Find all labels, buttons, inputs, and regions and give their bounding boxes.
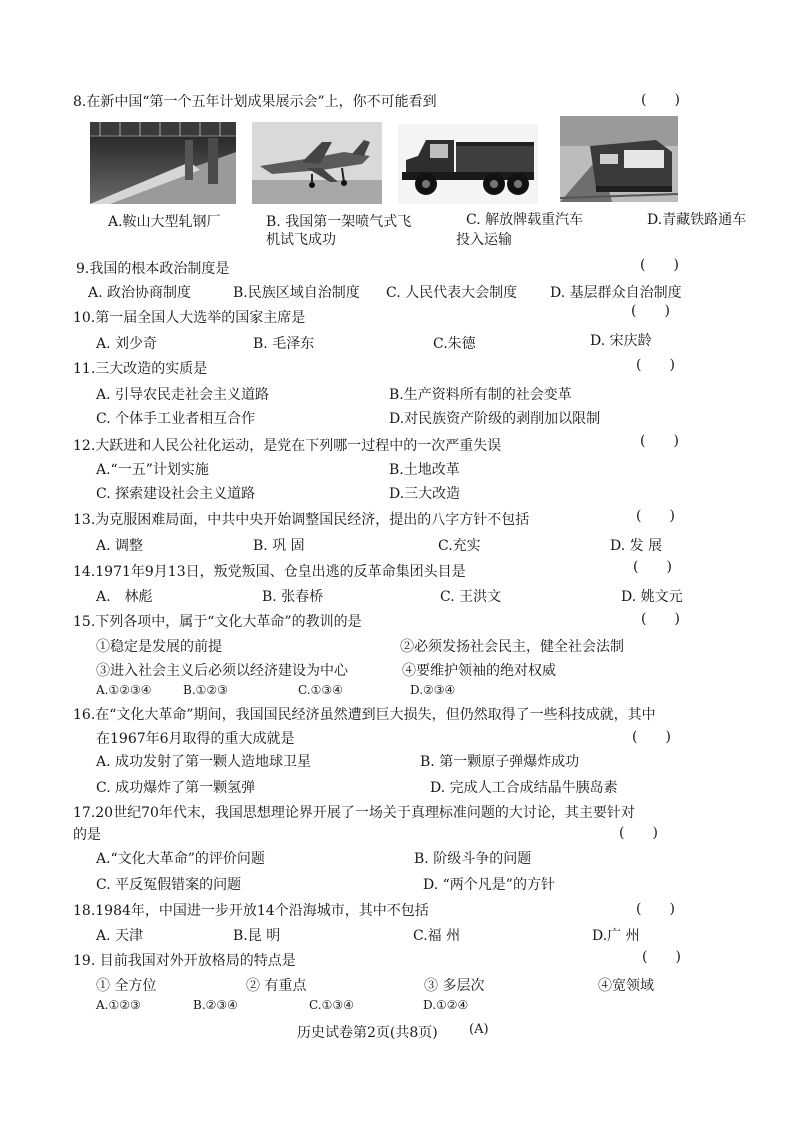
q8-answer-paren: ( ) [641,92,680,108]
q18-option-d: D.广 州 [592,928,640,944]
q11-option-c: C. 个体手工业者相互合作 [96,411,256,427]
q9-option-b: B.民族区域自治制度 [233,285,360,301]
q15-option-d: D.②③④ [410,683,456,697]
q16-option-d: D. 完成人工合成结晶牛胰岛素 [430,780,618,796]
q10-option-d: D. 宋庆龄 [590,333,652,349]
q19-stem: 19. 目前我国对外开放格局的特点是 [73,953,296,969]
q19-option-c: C.①③④ [309,998,354,1012]
steel-mill-photo [90,122,236,204]
q11-answer-paren: ( ) [636,357,675,373]
q19-option-b: B.②③④ [193,998,238,1012]
q15-statement-2: ②必须发扬社会民主，健全社会法制 [400,639,624,655]
q13-option-b: B. 巩 固 [253,538,305,554]
paper-version: (A) [469,1022,489,1037]
q16-option-b: B. 第一颗原子弹爆炸成功 [420,754,580,770]
q18-option-c: C.福 州 [413,928,461,944]
q17-answer-paren: ( ) [619,825,658,841]
q8-option-a: A.鞍山大型轧钢厂 [108,214,221,230]
q19-option-a: A.①②③ [96,998,141,1012]
q15-statement-4: ④要维护领袖的绝对权威 [402,663,556,679]
q16-option-a: A. 成功发射了第一颗人造地球卫星 [96,754,312,770]
q17-option-d: D. “两个凡是”的方针 [423,877,555,893]
jet-plane-photo [252,122,382,204]
q14-option-a: A. 林彪 [96,589,153,605]
q8-option-b-line2: 机试飞成功 [266,232,336,248]
q10-option-c: C.朱德 [433,336,476,352]
q12-option-a: A.“一五”计划实施 [96,462,209,478]
q16-stem-line1: 16.在“文化大革命”期间，我国国民经济虽然遭到巨大损失，但仍然取得了一些科技成就，其中 [73,707,656,723]
q17-option-a: A.“文化大革命”的评价问题 [96,851,265,867]
q14-option-b: B. 张春桥 [262,589,324,605]
q9-option-c: C. 人民代表大会制度 [386,285,518,301]
q13-option-d: D. 发 展 [610,538,663,554]
q19-statement-3: ③ 多层次 [424,978,485,994]
q8-option-c-line1: C. 解放牌载重汽车 [466,212,584,228]
q9-stem: 9.我国的根本政治制度是 [76,261,230,277]
q8-option-b-line1: B. 我国第一架喷气式飞 [266,214,412,230]
q14-option-c: C. 王洪文 [440,589,502,605]
q8-option-d: D.青藏铁路通车 [647,212,747,228]
q15-stem: 15.下列各项中，属于“文化大革命”的教训的是 [73,614,362,630]
q17-option-b: B. 阶级斗争的问题 [414,851,532,867]
q15-option-b: B.①②③ [183,683,228,697]
q9-option-d: D. 基层群众自治制度 [550,285,682,301]
q19-statement-2: ② 有重点 [246,978,307,994]
q12-option-c: C. 探索建设社会主义道路 [96,486,256,502]
q9-answer-paren: ( ) [640,257,679,273]
q13-answer-paren: ( ) [636,508,675,524]
q16-answer-paren: ( ) [632,729,671,745]
train-photo [560,116,678,202]
q13-option-c: C.充实 [438,538,481,554]
q15-option-a: A.①②③④ [96,683,152,697]
page-footer: 历史试卷第2页(共8页) [297,1025,438,1041]
q8-stem: 8.在新中国“第一个五年计划成果展示会”上，你不可能看到 [73,94,437,110]
q10-stem: 10.第一届全国人大选举的国家主席是 [73,310,306,326]
q13-option-a: A. 调整 [96,538,144,554]
q17-option-c: C. 平反冤假错案的问题 [96,877,242,893]
q8-option-c-line2: 投入运输 [456,232,512,248]
q15-statement-1: ①稳定是发展的前提 [96,639,222,655]
q17-stem-line2: 的是 [73,827,101,843]
q19-option-d: D.①②④ [423,998,469,1012]
q18-stem: 18.1984年，中国进一步开放14个沿海城市，其中不包括 [73,903,429,919]
q14-option-d: D. 姚文元 [621,589,683,605]
q11-option-b: B.生产资料所有制的社会变革 [389,387,572,403]
q11-option-d: D.对民族资产阶级的剥削加以限制 [389,411,601,427]
q16-stem-line2: 在1967年6月取得的重大成就是 [96,731,295,747]
q12-stem: 12.大跃进和人民公社化运动，是党在下列哪一过程中的一次严重失误 [73,438,502,454]
q18-answer-paren: ( ) [636,901,675,917]
q19-answer-paren: ( ) [642,949,681,965]
q9-option-a: A. 政治协商制度 [88,285,192,301]
q10-option-a: A. 刘少奇 [96,336,158,352]
truck-photo [398,124,538,204]
q12-option-d: D.三大改造 [389,486,461,502]
q16-option-c: C. 成功爆炸了第一颗氢弹 [96,780,256,796]
q11-stem: 11.三大改造的实质是 [73,361,208,377]
q12-option-b: B.土地改革 [389,462,460,478]
q10-answer-paren: ( ) [631,303,670,319]
q13-stem: 13.为克服困难局面，中共中央开始调整国民经济，提出的八字方针不包括 [73,512,530,528]
q14-stem: 14.1971年9月13日，叛党叛国、仓皇出逃的反革命集团头目是 [73,564,466,580]
q18-option-b: B.昆 明 [233,928,281,944]
q19-statement-4: ④宽领域 [598,978,654,994]
q10-option-b: B. 毛泽东 [253,336,315,352]
q12-answer-paren: ( ) [640,433,679,449]
q18-option-a: A. 天津 [96,928,144,944]
q17-stem-line1: 17.20世纪70年代末，我国思想理论界开展了一场关于真理标准问题的大讨论，其主要针对 [73,805,635,821]
q15-answer-paren: ( ) [641,611,680,627]
q15-statement-3: ③进入社会主义后必须以经济建设为中心 [96,663,348,679]
q19-statement-1: ① 全方位 [96,978,157,994]
q14-answer-paren: ( ) [633,559,672,575]
q11-option-a: A. 引导农民走社会主义道路 [96,387,270,403]
q15-option-c: C.①③④ [298,683,343,697]
